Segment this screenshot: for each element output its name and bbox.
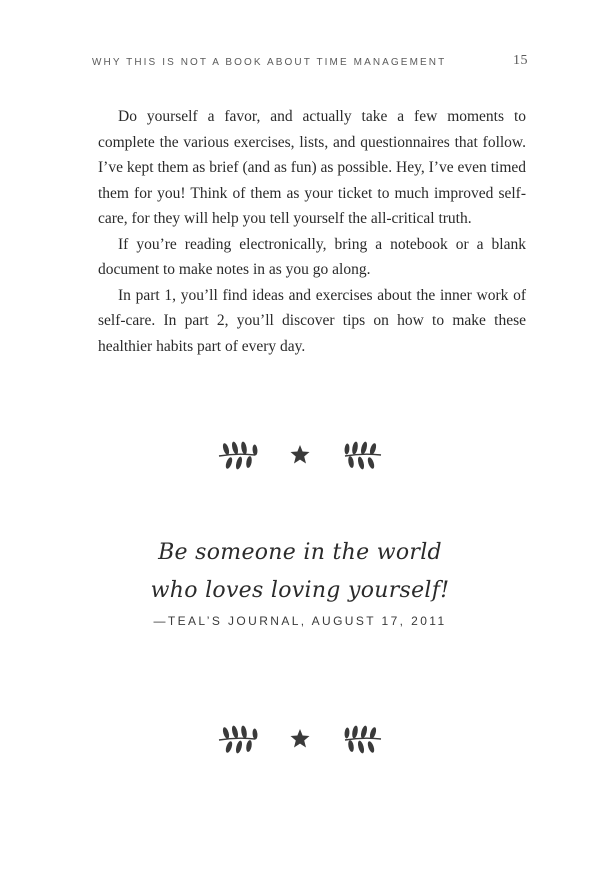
pull-quote — [0, 534, 600, 628]
top-ornament — [0, 434, 600, 474]
page-number: 15 — [513, 53, 528, 68]
leaf-star-leaf-icon — [215, 436, 385, 472]
paragraph: If you’re reading electronically, bring a notebook or a blank document to make notes in as you go along. — [98, 235, 526, 278]
leaf-star-leaf-icon — [215, 720, 385, 756]
paragraph: Do yourself a favor, and actually take a few moments to complete the various exercises, lists, and questionnaires that follow. I’ve kept them as brief (and as fun) as possible. Hey, I’ve even timed them for you! Think of them as your ticket to much improved self-care, for they will help you tell yourself the all-critical truth. — [98, 108, 526, 227]
running-head — [92, 53, 528, 71]
paragraph: In part 1, you’ll find ideas and exercises about the inner work of self-care. In part 2, you’ll discover tips on how to make these healthier habits part of every day. — [98, 286, 526, 355]
quote-attribution: —TEAL’S JOURNAL, AUGUST 17, 2011 — [153, 614, 447, 628]
bottom-ornament — [0, 718, 600, 758]
quote-line-2: who loves loving yourself! — [150, 578, 450, 603]
running-title: WHY THIS IS NOT A BOOK ABOUT TIME MANAGEMENT — [92, 57, 447, 68]
body-text — [98, 104, 526, 359]
quote-line-1: Be someone in the world — [158, 540, 442, 565]
